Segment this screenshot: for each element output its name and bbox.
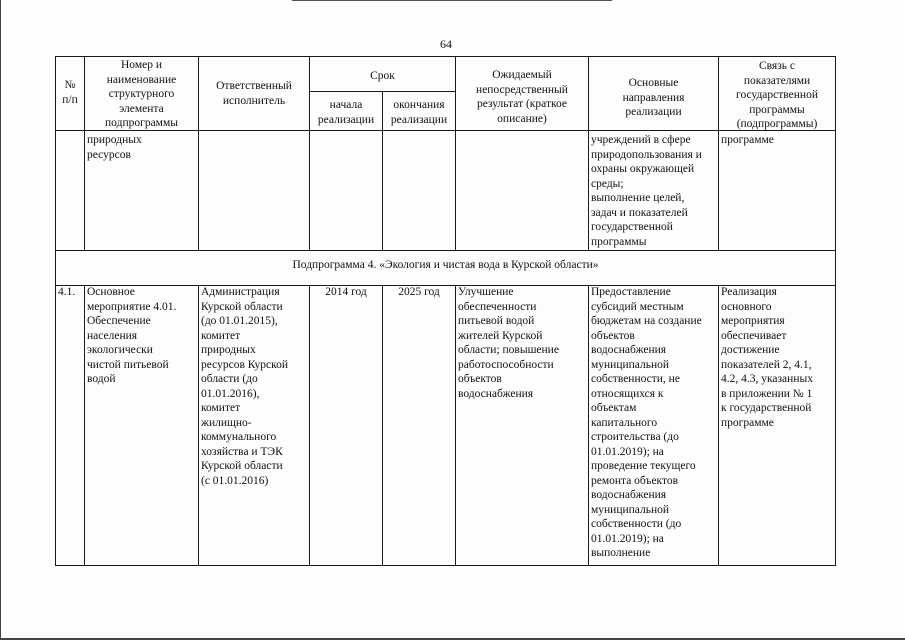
column-divider [718, 285, 719, 565]
header-main-directions: Основные направления реализации [622, 77, 685, 118]
row-term-start: 2014 год [325, 286, 367, 298]
row-term-end: 2025 год [398, 286, 440, 298]
page-number: 64 [440, 37, 452, 51]
column-divider [382, 285, 383, 565]
table-border-right [835, 56, 836, 565]
continuation-directions: учреждений в сфере природопользования и охраны окружающей среды; выполнение целей, задач и показателей государственной программы [591, 134, 702, 248]
table-border-bottom [55, 565, 836, 566]
row-main-directions: Предоставление субсидий местным бюджетам на создание объектов водоснабжения муниципальной собственности, не относящихся к объектам капитального строительства (до 01.01.2019); на проведение текущего ремонта объектов водоснабжения муниципальной собственности (до 01.01.2019); на выполнение [591, 286, 702, 559]
column-divider [84, 285, 85, 565]
continuation-element-name: природных ресурсов [87, 134, 142, 161]
row-number: 4.1. [58, 286, 76, 298]
row-expected-result: Улучшение обеспеченности питьевой водой жителей Курской области; повышение работоспособности объектов водоснабжения [458, 286, 559, 400]
column-divider [198, 285, 199, 565]
column-divider [309, 56, 310, 250]
header-expected-result: Ожидаемый непосредственный результат (краткое описание) [476, 69, 568, 125]
header-term-start: начала реализации [317, 99, 375, 126]
row-element-name: Основное мероприятие 4.01. Обеспечение населения экологически чистой питьевой водой [87, 286, 177, 385]
scan-left-edge [0, 0, 1, 640]
header-indicator-link: Связь с показателями государственной программы (подпрограммы) [736, 60, 818, 130]
row-indicator-link: Реализация основного мероприятия обеспечивает достижение показателей 2, 4.1, 4.2, 4.3, указанных в приложении № 1 к государственной программе [721, 286, 813, 429]
continuation-indicator-link: программе [721, 134, 774, 146]
header-executor: Ответственный исполнитель [216, 80, 292, 107]
term-subheader-line [309, 91, 455, 92]
header-term: Срок [370, 70, 395, 82]
column-divider [309, 285, 310, 565]
scan-top-rule [292, 0, 612, 1]
column-divider [455, 285, 456, 565]
row-executor: Администрация Курской области (до 01.01.2015), комитет природных ресурсов Курской области (до 01.01.2016), комитет жилищно- коммунального хозяйства и ТЭК Курской области (с 01.01.2016) [201, 286, 289, 487]
header-term-end: окончания реализации [390, 99, 448, 126]
subprogram-title: Подпрограмма 4. «Экология и чистая вода в Курской области» [292, 259, 599, 271]
table-border-left [55, 56, 56, 565]
header-element-name: Номер и наименование структурного элемента подпрограммы [105, 59, 178, 129]
column-divider [588, 285, 589, 565]
header-number: № п/п [62, 79, 78, 106]
table-border-top [55, 56, 836, 57]
row-divider [55, 250, 836, 251]
